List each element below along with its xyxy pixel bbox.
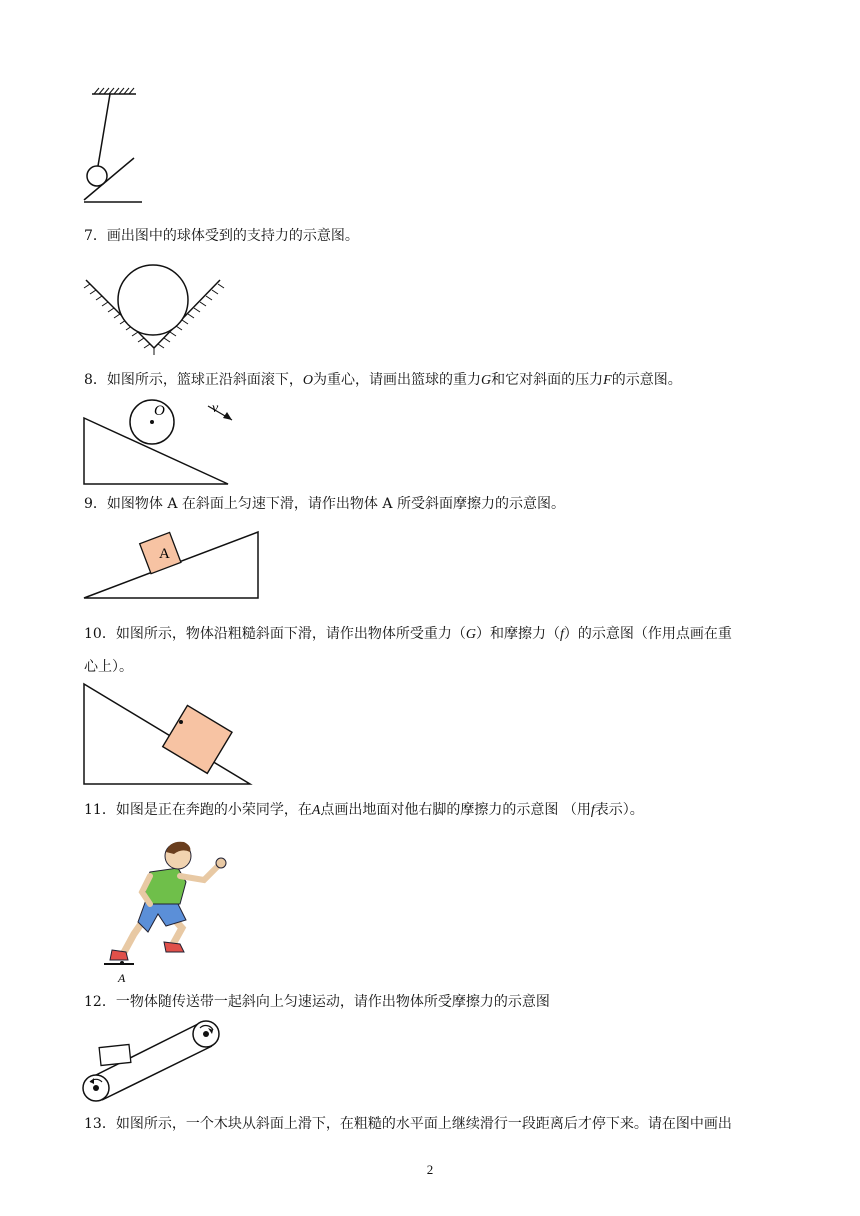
question-text: ．如图所示，一个木块从斜面上滑下，在粗糙的水平面上继续滑行一段距离后才停下来。请在图中画出: [101, 1116, 732, 1132]
question-13: [84, 1112, 732, 1136]
question-text: ．如图物体 A 在斜面上匀速下滑，请作出物体 A 所受斜面摩擦力的示意图。: [92, 496, 565, 512]
label-O: O: [154, 403, 165, 419]
question-text: ．如图所示，篮球正沿斜面滚下，: [92, 372, 303, 388]
label-A: A: [159, 546, 170, 562]
question-text: 和它对斜面的压力: [491, 372, 604, 388]
question-12: [84, 990, 550, 1014]
question-text: 为重心，请画出篮球的重力: [313, 372, 482, 388]
question-text: 表示）。: [594, 802, 644, 818]
figure-7-ball-in-v-groove: [84, 266, 224, 356]
question-7: [84, 224, 359, 248]
question-9: [84, 492, 565, 516]
symbol-A: A: [311, 803, 321, 818]
question-number: 8: [84, 372, 93, 388]
symbol-G: G: [481, 373, 492, 388]
page-number: 2: [426, 1162, 434, 1177]
symbol-F: F: [603, 373, 612, 388]
figure-9-block-on-incline: [82, 530, 262, 602]
question-11: [84, 798, 644, 823]
label-A: A: [118, 971, 126, 985]
question-number: 7: [84, 228, 93, 244]
question-number: 12: [84, 994, 102, 1010]
question-number: 13: [84, 1116, 102, 1132]
question-text: 点画出地面对他右脚的摩擦力的示意图 （用: [320, 802, 591, 818]
question-text: ．一物体随传送带一起斜向上匀速运动，请作出物体所受摩擦力的示意图: [101, 994, 550, 1010]
question-8: [84, 368, 682, 393]
center-of-gravity-dot: [150, 420, 154, 424]
point-A: [120, 961, 124, 965]
figure-11-running-boy: [100, 838, 240, 988]
question-10: [84, 618, 732, 683]
symbol-f: f: [590, 803, 595, 818]
symbol-G: G: [465, 627, 476, 642]
question-text: ．如图是正在奔跑的小荣同学，在: [101, 802, 312, 818]
label-v: v: [212, 401, 219, 416]
symbol-f: f: [559, 627, 564, 642]
figure-8-ball-on-incline: [82, 396, 252, 488]
question-text: 的示意图。: [611, 372, 682, 388]
question-number: 9: [84, 496, 93, 512]
symbol-O: O: [302, 373, 314, 388]
question-number: 10: [84, 626, 102, 642]
question-text: ．画出图中的球体受到的支持力的示意图。: [92, 228, 359, 244]
figure-10-block-on-rough-incline: [82, 682, 257, 788]
center-of-gravity-dot: [179, 720, 183, 724]
question-text: ）和摩擦力（: [475, 626, 560, 642]
figure-12-conveyor-belt: [80, 1016, 222, 1108]
question-text: ）的示意图（作用点画在重: [563, 626, 732, 642]
question-number: 11: [84, 802, 102, 818]
question-text-line2: 心上）。: [84, 659, 133, 675]
box-on-belt: [99, 1044, 131, 1065]
figure-6-hanging-ball: [80, 88, 150, 208]
question-text: ．如图所示，物体沿粗糙斜面下滑，请作出物体所受重力（: [101, 626, 466, 642]
